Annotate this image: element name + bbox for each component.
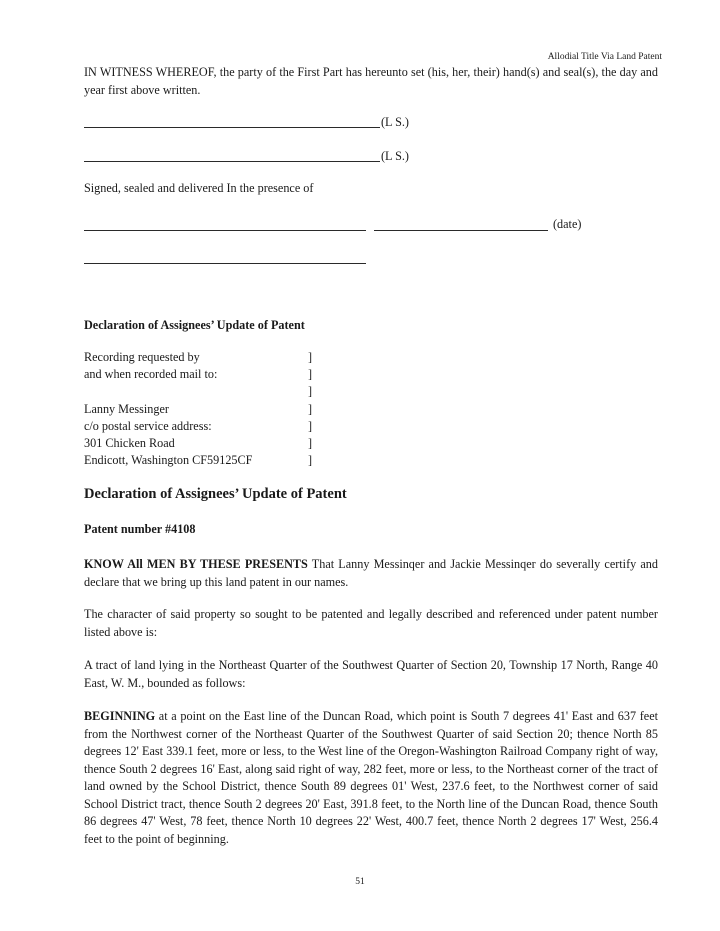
signature-line-1[interactable] bbox=[84, 127, 380, 128]
character-paragraph: The character of said property so sought to be patented and legally described and referenced under patent number listed above is: bbox=[84, 607, 658, 639]
recording-line: Lanny Messinger bbox=[84, 402, 169, 416]
recording-line: Recording requested by bbox=[84, 350, 200, 364]
signature-line-2[interactable] bbox=[84, 161, 380, 162]
bracket: ] bbox=[308, 419, 313, 433]
recording-heading: Declaration of Assignees’ Update of Patent bbox=[84, 318, 305, 332]
know-all-men-text: That Lanny Messinqer and Jackie Messinqer do severally certify and declare that we bring up this land patent in our names. bbox=[84, 557, 658, 589]
tract-paragraph: A tract of land lying in the Northeast Quarter of the Southwest Quarter of Section 20, Township 17 North, Range 40 East, W. M., bounded as follows: bbox=[84, 658, 658, 690]
know-all-men-paragraph bbox=[84, 556, 658, 591]
presence-text: Signed, sealed and delivered In the presence of bbox=[84, 181, 314, 195]
date-label: (date) bbox=[553, 217, 582, 231]
ls-label-1: (L S.) bbox=[381, 115, 409, 129]
bracket: ] bbox=[308, 436, 313, 450]
beginning-text: at a point on the East line of the Duncan Road, which point is South 7 degrees 41' East and 637 feet from the Northwest corner of the Northeast Quarter of the Southwest Quarter of said Section 20; thence North 85 degrees 12' East 339.1 feet, more or less, to the West line of the Oregon-Washington Railroad Company right of way, thence South 2 degrees 16' East, along said right of way, 282 feet, more or less, to the Northeast corner of the tract of land owned by the School District, thence South 89 degrees 01' West, 237.6 feet, to the Northwest corner of said School District tract, thence South 2 degrees 20' East, 391.8 feet, to the North line of the Duncan Road, thence South 86 degrees 47' West, 78 feet, thence North 10 degrees 22' West, 400.7 feet, thence North 2 degrees 17' West, 256.4 feet to the point of beginning. bbox=[84, 709, 658, 846]
witness-signature-line-1[interactable] bbox=[84, 230, 366, 231]
bracket: ] bbox=[308, 367, 313, 381]
page-number: 51 bbox=[355, 877, 365, 887]
know-all-men-lead: KNOW All MEN BY THESE PRESENTS bbox=[84, 557, 308, 571]
bracket: ] bbox=[308, 453, 313, 467]
patent-number: Patent number #4108 bbox=[84, 522, 196, 536]
bracket: ] bbox=[308, 350, 313, 364]
ls-label-2: (L S.) bbox=[381, 149, 409, 163]
witness-signature-line-2[interactable] bbox=[84, 263, 366, 264]
recording-line: Endicott, Washington CF59125CF bbox=[84, 453, 253, 467]
legal-description-paragraph bbox=[84, 708, 658, 848]
witness-paragraph: IN WITNESS WHEREOF, the party of the First Part has hereunto set (his, her, their) hand(s) and seal(s), the day and year first above written. bbox=[84, 65, 658, 97]
beginning-lead: BEGINNING bbox=[84, 709, 156, 723]
running-header: Allodial Title Via Land Patent bbox=[547, 52, 662, 62]
bracket: ] bbox=[308, 384, 313, 398]
bracket: ] bbox=[308, 402, 313, 416]
recording-line: and when recorded mail to: bbox=[84, 367, 218, 381]
declaration-title: Declaration of Assignees’ Update of Patent bbox=[84, 486, 347, 502]
date-line[interactable] bbox=[374, 230, 548, 231]
recording-line: c/o postal service address: bbox=[84, 419, 212, 433]
recording-line: 301 Chicken Road bbox=[84, 436, 175, 450]
